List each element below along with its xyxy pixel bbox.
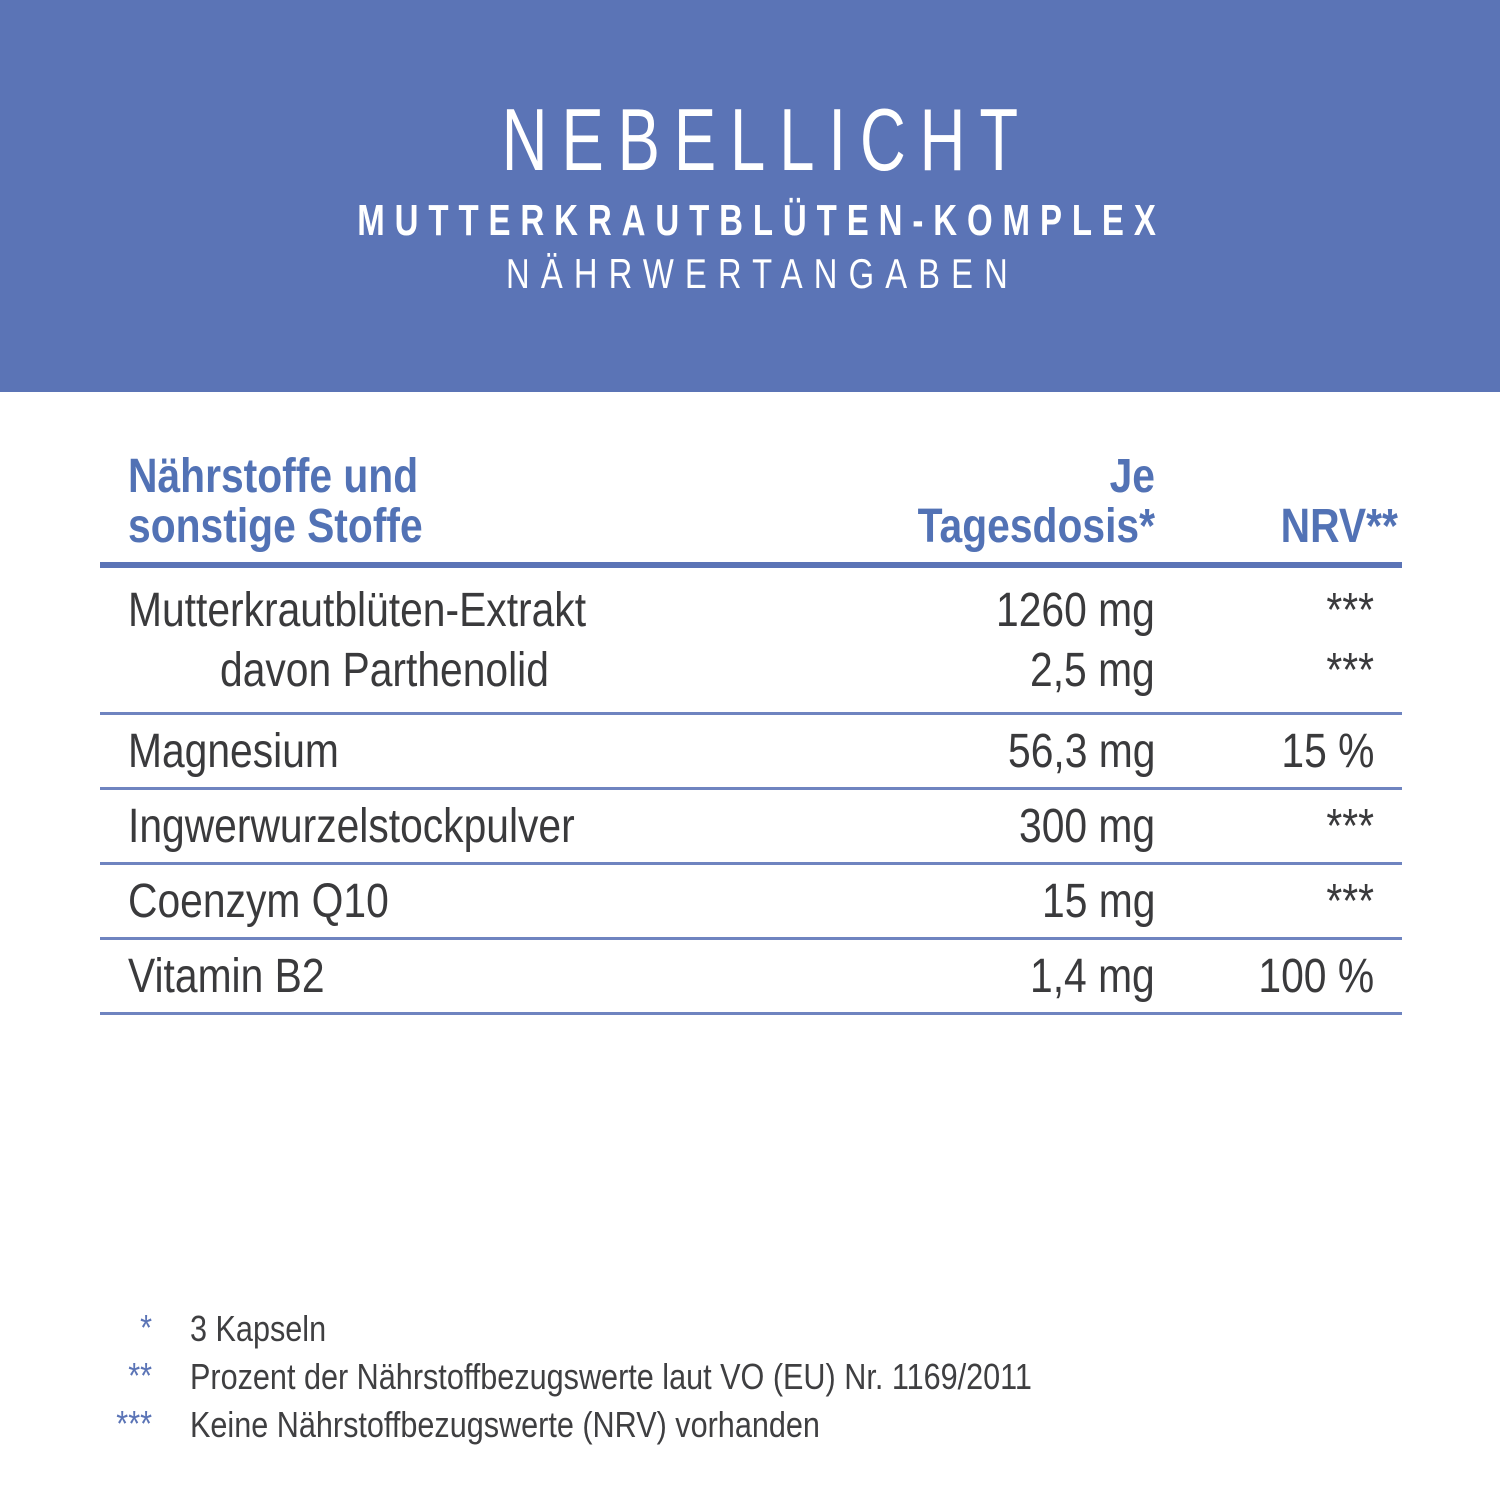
footnote-text: 3 Kapseln (190, 1308, 327, 1349)
table-header-row (100, 452, 1402, 568)
brand-name (362, 90, 1137, 189)
row-nrv: *** (1326, 799, 1374, 853)
table-row (100, 715, 1402, 790)
brand-banner (0, 0, 1500, 392)
table-body (100, 568, 1402, 1015)
footnote-keine-nrv (100, 1403, 1402, 1449)
row-dose: 1260 mg (996, 583, 1155, 637)
row-nrv: *** (1326, 643, 1374, 697)
table-row (100, 640, 1402, 700)
section-title-text: NÄHRWERTANGABEN (506, 250, 1020, 297)
product-name (198, 196, 1302, 245)
product-name-text: MUTTERKRAUTBLÜTEN-KOMPLEX (357, 196, 1166, 245)
row-nrv: *** (1326, 874, 1374, 928)
table-row (100, 790, 1402, 865)
row-dose: 56,3 mg (1007, 724, 1155, 778)
header-nutrients-line2: sonstige Stoffe (128, 500, 423, 553)
row-name: davon Parthenolid (220, 643, 549, 697)
footnote-symbol: *** (116, 1403, 152, 1444)
row-dose: 300 mg (1018, 799, 1155, 853)
header-nrv: NRV** (1280, 500, 1398, 553)
row-nrv: 15 % (1281, 724, 1374, 778)
table-row-group-mutterkraut (100, 568, 1402, 715)
row-dose: 2,5 mg (1030, 643, 1155, 697)
row-name: Vitamin B2 (128, 949, 325, 1003)
footnote-symbol: ** (128, 1355, 152, 1396)
footnote-text: Keine Nährstoffbezugswerte (NRV) vorhanden (190, 1404, 820, 1445)
row-nrv: 100 % (1258, 949, 1374, 1003)
footnotes (100, 1307, 1402, 1449)
row-dose: 15 mg (1041, 874, 1155, 928)
header-nutrients-line1: Nährstoffe und (128, 450, 419, 503)
footnote-text: Prozent der Nährstoffbezugswerte laut VO (EU) Nr. 1169/2011 (190, 1356, 1032, 1397)
row-dose: 1,4 mg (1030, 949, 1155, 1003)
row-name: Ingwerwurzelstockpulver (128, 799, 575, 853)
table-row (100, 940, 1402, 1015)
brand-name-text: NEBELLICHT (501, 90, 1032, 189)
table-row (100, 865, 1402, 940)
row-name: Magnesium (128, 724, 339, 778)
footnote-kapseln (100, 1307, 1402, 1353)
table-row (100, 580, 1402, 640)
footnote-nrv-prozent (100, 1355, 1402, 1401)
row-name: Coenzym Q10 (128, 874, 389, 928)
header-nutrients (100, 452, 835, 552)
section-title (407, 250, 1093, 297)
nutrition-table (100, 452, 1402, 1015)
row-name: Mutterkrautblüten-Extrakt (128, 583, 587, 637)
header-dose: Je Tagesdosis* (917, 450, 1155, 553)
footnote-symbol: * (140, 1307, 152, 1348)
row-nrv: *** (1326, 583, 1374, 637)
